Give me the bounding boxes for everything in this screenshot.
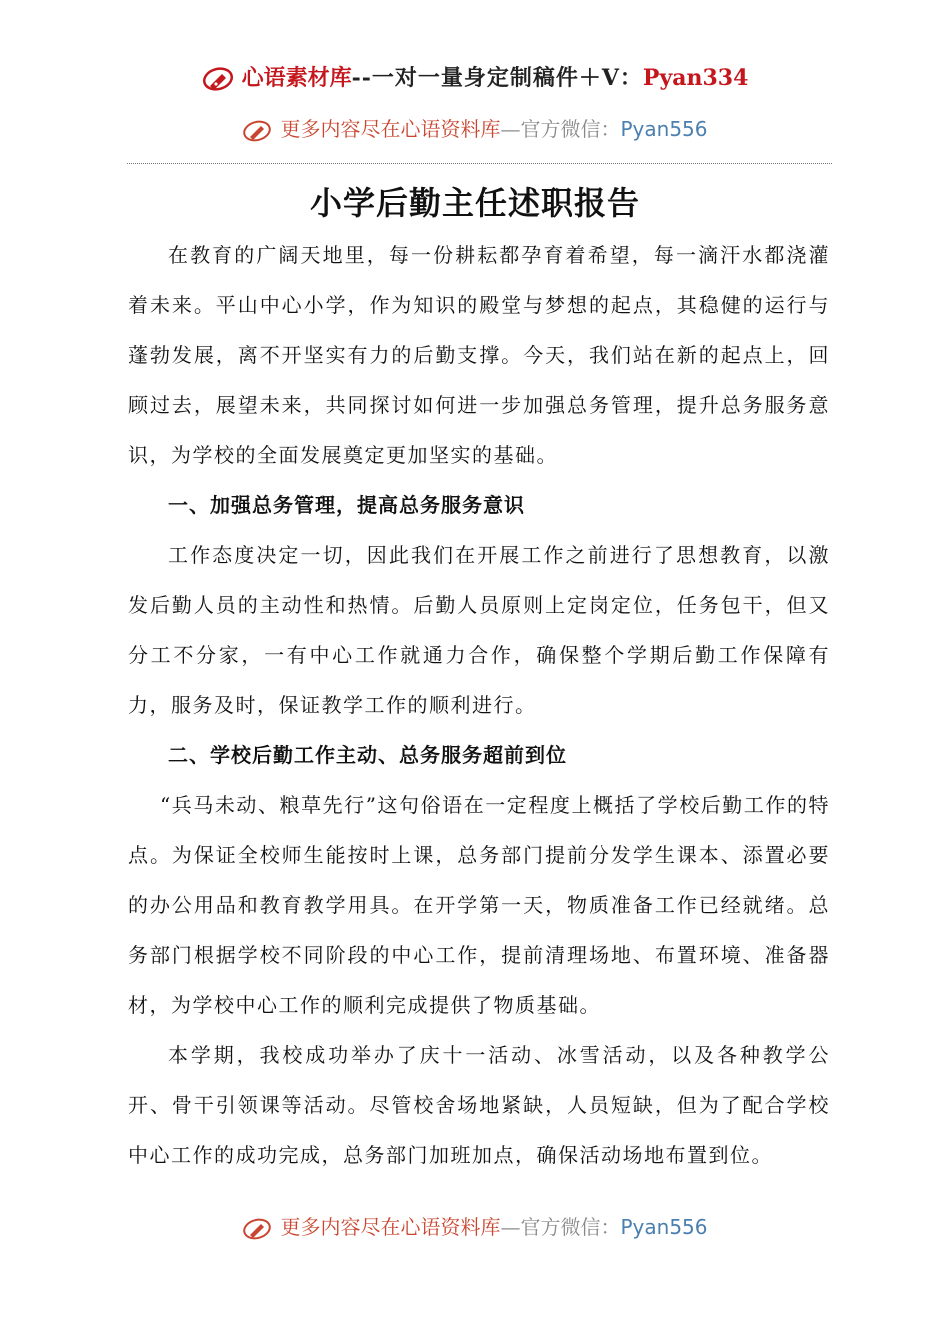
- header-divider: [127, 163, 832, 164]
- watermark-top: [0, 114, 950, 144]
- section-1-heading: 一、加强总务管理，提高总务服务意识: [168, 493, 525, 517]
- document-body: [128, 230, 830, 1180]
- watermark-bottom: [0, 1212, 950, 1242]
- section-1-paragraph: 工作态度决定一切，因此我们在开展工作之前进行了思想教育，以激发后勤人员的主动性和热情。后勤人员原则上定岗定位，任务包干，但又分工不分家，一有中心工作就通力合作，确保整个学期后勤工作保障有力，服务及时，保证教学工作的顺利进行。: [128, 543, 830, 717]
- watermark-middle: 官方微信：: [520, 1215, 621, 1239]
- brand-name: 心语素材库: [241, 65, 352, 91]
- watermark-contact: Pyan556: [620, 1215, 708, 1239]
- brand-contact: Pyan334: [642, 65, 749, 91]
- pen-nib-watermark-icon: [242, 119, 276, 143]
- pen-nib-logo-icon: [202, 66, 238, 92]
- watermark-prefix: 更多内容尽在心语资料库: [280, 117, 501, 141]
- brand-tagline: 一对一量身定制稿件＋V：: [371, 65, 643, 91]
- brand-separator: --: [351, 65, 372, 91]
- watermark-middle: 官方微信：: [520, 117, 621, 141]
- watermark-dash: —: [500, 117, 521, 141]
- document-title: 小学后勤主任述职报告: [309, 184, 640, 222]
- header-banner: [0, 62, 950, 94]
- intro-paragraph: 在教育的广阔天地里，每一份耕耘都孕育着希望，每一滴汗水都浇灌着未来。平山中心小学，作为知识的殿堂与梦想的起点，其稳健的运行与蓬勃发展，离不开坚实有力的后勤支撑。今天，我们站在新的起点上，回顾过去，展望未来，共同探讨如何进一步加强总务管理，提升总务服务意识，为学校的全面发展奠定更加坚实的基础。: [128, 243, 830, 467]
- watermark-prefix: 更多内容尽在心语资料库: [280, 1215, 501, 1239]
- section-2-paragraph-1: “兵马未动、粮草先行”这句俗语在一定程度上概括了学校后勤工作的特点。为保证全校师生能按时上课，总务部门提前分发学生课本、添置必要的办公用品和教育教学用具。在开学第一天，物质准备工作已经就绪。总务部门根据学校不同阶段的中心工作，提前清理场地、布置环境、准备器材，为学校中心工作的顺利完成提供了物质基础。: [128, 793, 830, 1017]
- watermark-dash: —: [500, 1215, 521, 1239]
- watermark-contact: Pyan556: [620, 117, 708, 141]
- pen-nib-watermark-icon: [242, 1217, 276, 1241]
- section-2-heading: 二、学校后勤工作主动、总务服务超前到位: [168, 743, 567, 767]
- section-2-paragraph-2: 本学期，我校成功举办了庆十一活动、冰雪活动，以及各种教学公开、骨干引领课等活动。尽管校舍场地紧缺，人员短缺，但为了配合学校中心工作的成功完成，总务部门加班加点，确保活动场地布置到位。: [128, 1043, 830, 1167]
